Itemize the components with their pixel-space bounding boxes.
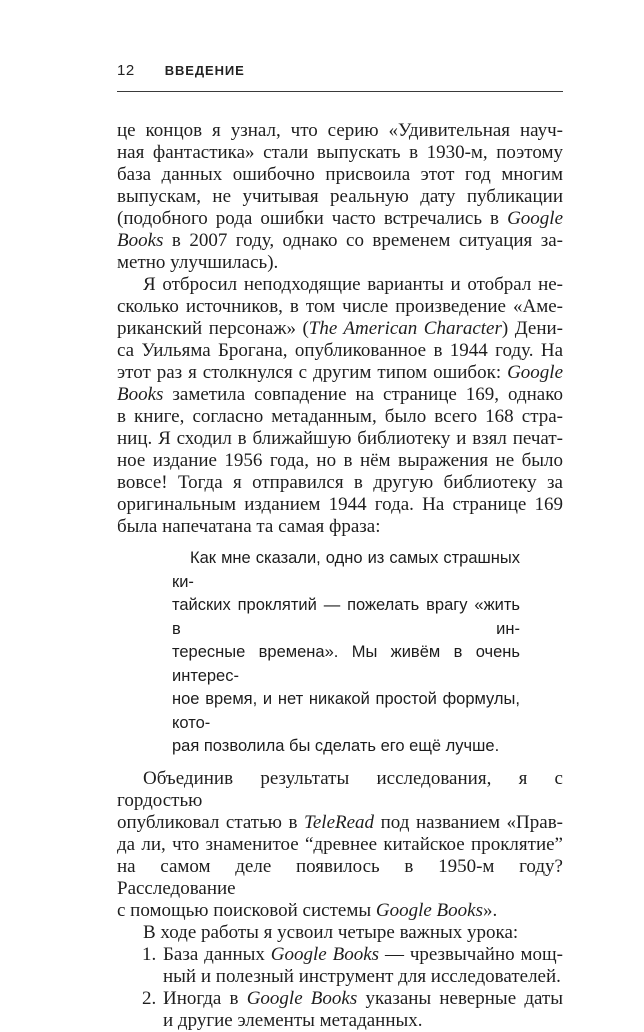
text-segment: в 2007 году, однако со временем ситуация за- [163, 230, 563, 251]
text-segment: выпускам, не учитывая реальную дату публикации [117, 186, 563, 207]
paragraph [117, 120, 563, 274]
text-segment: в книге, согласно метаданным, было всего 168 стра- [117, 406, 563, 427]
list-item [117, 988, 563, 1032]
chapter-title: ВВЕДЕНИЕ [164, 63, 245, 78]
italic-text-segment: TeleRead [304, 811, 375, 833]
text-line [117, 142, 563, 164]
text-line [117, 318, 563, 340]
text-segment: на самом деле появилось в 1950-м году? Расследование [117, 855, 563, 899]
quote-block [172, 547, 520, 759]
text-line [117, 252, 563, 274]
page-header [117, 62, 563, 79]
page-content [117, 120, 563, 1032]
text-segment: оригинальным изданием 1944 года. На странице 169 [117, 494, 563, 515]
text-line [163, 988, 563, 1010]
text-segment: ное издание 1956 года, но в нём выражения не было [117, 450, 563, 471]
italic-text-segment: Google Books [246, 987, 358, 1009]
text-line [117, 812, 563, 834]
text-line [117, 768, 563, 812]
text-line [117, 428, 563, 450]
text-segment: са Уильяма Брогана, опубликованное в 1944 году. На [117, 340, 563, 361]
list-number: 1. [142, 943, 157, 965]
italic-text-segment: Google Books [375, 899, 483, 921]
text-line [117, 340, 563, 362]
list-item [117, 944, 563, 988]
text-line [172, 641, 520, 688]
text-segment: заметила совпадение на странице 169, однако [163, 384, 563, 405]
text-segment: — чрезвычайно мощ- [379, 943, 563, 965]
text-segment: Иногда в [163, 987, 247, 1009]
text-line [172, 547, 520, 594]
text-segment: (подобного рода ошибки часто встречались в [117, 208, 508, 229]
paragraph [117, 922, 563, 944]
italic-text-segment: Books [117, 384, 164, 405]
paragraph [117, 274, 563, 538]
text-segment: це концов я узнал, что серию «Удивительная науч- [117, 120, 563, 141]
text-line [117, 164, 563, 186]
text-line [117, 406, 563, 428]
text-line [117, 856, 563, 900]
text-line [117, 186, 563, 208]
text-line [117, 296, 563, 318]
text-line [117, 516, 563, 538]
italic-text-segment: The American Character [308, 318, 502, 339]
italic-text-segment: Google [507, 362, 563, 383]
text-segment: База данных [163, 943, 271, 965]
text-line [117, 208, 563, 230]
text-line [117, 274, 563, 296]
text-line [117, 384, 563, 406]
text-segment: ниц. Я сходил в ближайшую библиотеку и взял печат- [117, 428, 563, 449]
text-segment: тересные времена». Мы живём в очень интерес- [172, 643, 520, 685]
text-line [117, 230, 563, 252]
text-segment: и другие элементы метаданных. [163, 1009, 423, 1031]
text-segment: риканский персонаж» ( [117, 318, 309, 339]
italic-text-segment: Google Books [270, 943, 380, 965]
text-segment: ный и полезный инструмент для исследователей. [163, 965, 561, 987]
text-segment: вовсе! Тогда я отправился в другую библиотеку за [117, 472, 563, 493]
text-segment: В ходе работы я усвоил четыре важных урока: [143, 921, 519, 943]
text-segment: база данных ошибочно присвоила этот год многим [117, 164, 563, 185]
text-segment: тайских проклятий — пожелать врагу «жить в ин- [172, 596, 520, 638]
text-line [117, 450, 563, 472]
text-line [117, 834, 563, 856]
header-rule [117, 91, 563, 92]
paragraph [117, 768, 563, 922]
text-segment: ное время, и нет никакой простой формулы, кото- [172, 690, 520, 732]
text-line [172, 688, 520, 735]
text-segment: рая позволила бы сделать его ещё лучше. [172, 737, 500, 755]
text-segment: была напечатана та самая фраза: [117, 516, 381, 537]
text-segment: ) Дени- [501, 318, 563, 339]
italic-text-segment: Books [117, 230, 164, 251]
text-line [163, 1010, 563, 1032]
text-line [163, 966, 563, 988]
text-segment: Как мне сказали, одно из самых страшных ки- [172, 549, 520, 591]
text-line [117, 900, 563, 922]
text-segment: с помощью поисковой системы [117, 899, 376, 921]
italic-text-segment: Google [507, 208, 563, 229]
text-line [172, 735, 520, 759]
text-line [172, 594, 520, 641]
text-line [117, 922, 563, 944]
text-segment: метно улучшилась). [117, 252, 279, 273]
text-segment: сколько источников, в том числе произведение «Аме- [117, 296, 563, 317]
text-segment: ная фантастика» стали выпускать в 1930-м, поэтому [117, 142, 563, 163]
text-segment: указаны неверные даты [357, 987, 563, 1009]
text-line [117, 120, 563, 142]
text-segment: да ли, что знаменитое “древнее китайское проклятие” [117, 833, 563, 855]
text-segment: Я отбросил неподходящие варианты и отобрал не- [143, 274, 563, 295]
page-number: 12 [117, 62, 135, 79]
text-line [117, 494, 563, 516]
text-line [163, 944, 563, 966]
text-segment: под названием «Прав- [374, 811, 563, 833]
text-line [117, 472, 563, 494]
text-segment: ». [482, 899, 498, 921]
text-segment: этот раз я столкнулся с другим типом ошибок: [117, 362, 508, 383]
text-segment: Объединив результаты исследования, я с гордостью [117, 767, 563, 811]
text-line [117, 362, 563, 384]
list-number: 2. [142, 987, 157, 1009]
text-segment: опубликовал статью в [117, 811, 305, 833]
